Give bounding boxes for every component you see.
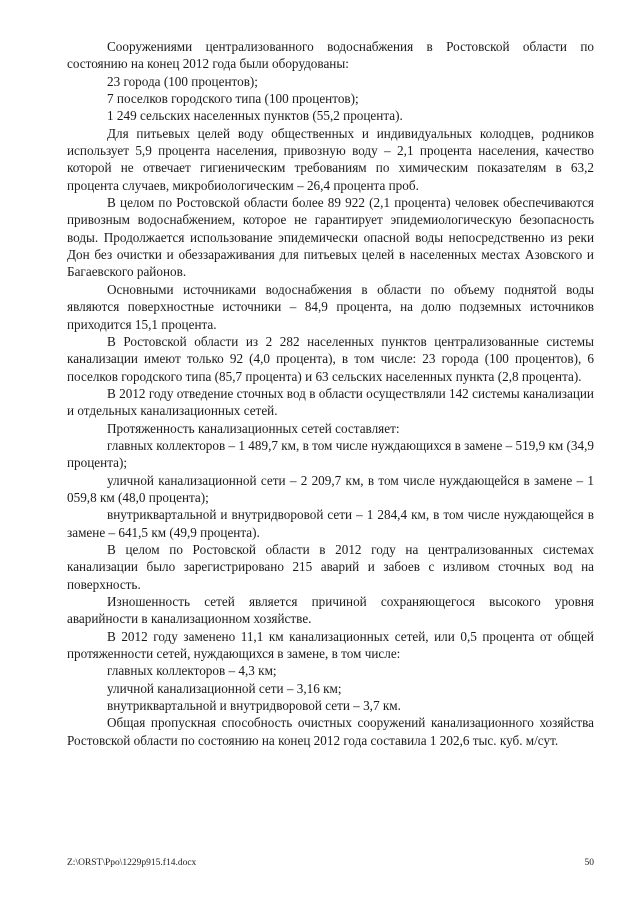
- paragraph-sources: Основными источниками водоснабжения в области по объему поднятой воды являются поверхностные источники – 84,9 процента, на долю подземных источников приходится 15,1 процента.: [67, 281, 594, 332]
- paragraph-replaced: В 2012 году заменено 11,1 км канализационных сетей, или 0,5 процента от общей протяженности сетей, нуждающихся в замене, в том числе:: [67, 628, 594, 662]
- paragraph-capacity: Общая пропускная способность очистных сооружений канализационного хозяйства Ростовской области по состоянию на конец 2012 года составила 1 202,6 тыс. куб. м/сут.: [67, 715, 594, 748]
- paragraph-sewerage-systems: В Ростовской области из 2 282 населенных пунктов централизованные системы канализации имеют только 92 (4,0 процента), в том числе: 23 города (100 процентов), 6 поселков городского типа (85,7 процента) и 63 сельских населенных пункта (2,8 процента).: [67, 333, 594, 384]
- paragraph-drinking-water: Для питьевых целей воду общественных и индивидуальных колодцев, родников использует 5,9 процента населения, привозную воду – 2,1 процента населения, качество которой не отвечает гигиеническим требованиям по химическим показателям в 63,2 процента случаев, микробиологическим – 26,4 процента проб.: [67, 125, 594, 193]
- paragraph-network-length: Протяженность канализационных сетей составляет:: [107, 420, 400, 436]
- list-item-cities: 23 города (100 процентов);: [107, 73, 258, 89]
- list-item-settlements: 7 поселков городского типа (100 процентов);: [107, 91, 359, 107]
- paragraph-wastewater-2012: В 2012 году отведение сточных вод в области осуществляли 142 системы канализации и отдельных канализационных сетей.: [67, 385, 594, 419]
- list-item-replaced-collectors: главных коллекторов – 4,3 км;: [107, 663, 277, 679]
- footer-file-path: Z:\ORST\Ppo\1229p915.f14.docx: [67, 858, 197, 868]
- body-text: [67, 38, 594, 749]
- paragraph-imported-water: В целом по Ростовской области более 89 922 (2,1 процента) человек обеспечиваются привозным водоснабжением, которое не гарантирует эпидемиологическую безопасность воды. Продолжается использование эпидемически опасной воды непосредственно из реки Дон без очистки и обеззараживания для питьевых целей в населенных местах Азовского и Багаевского районов.: [67, 195, 594, 280]
- page-number: 50: [584, 858, 594, 868]
- list-item-inner-network: внутриквартальной и внутридворовой сети – 1 284,4 км, в том числе нуждающейся в замене – 641,5 км (49,9 процента).: [67, 507, 594, 540]
- paragraph-accidents: В целом по Ростовской области в 2012 году на централизованных системах канализации было зарегистрировано 215 аварий и забоев с изливом сточных вод на поверхность.: [67, 541, 594, 592]
- list-item-replaced-street: уличной канализационной сети – 3,16 км;: [107, 680, 342, 696]
- list-item-street-network: уличной канализационной сети – 2 209,7 км, в том числе нуждающейся в замене – 1 059,8 км (48,0 процента);: [67, 472, 594, 505]
- paragraph-intro: Сооружениями централизованного водоснабжения в Ростовской области по состоянию на конец 2012 года были оборудованы:: [67, 39, 594, 72]
- list-item-main-collectors: главных коллекторов – 1 489,7 км, в том числе нуждающихся в замене – 519,9 км (34,9 процента);: [67, 437, 594, 471]
- list-item-replaced-inner: внутриквартальной и внутридворовой сети – 3,7 км.: [107, 698, 401, 714]
- paragraph-wear: Изношенность сетей является причиной сохраняющегося высокого уровня аварийности в канализационном хозяйстве.: [67, 594, 594, 627]
- list-item-rural: 1 249 сельских населенных пунктов (55,2 процента).: [107, 108, 403, 124]
